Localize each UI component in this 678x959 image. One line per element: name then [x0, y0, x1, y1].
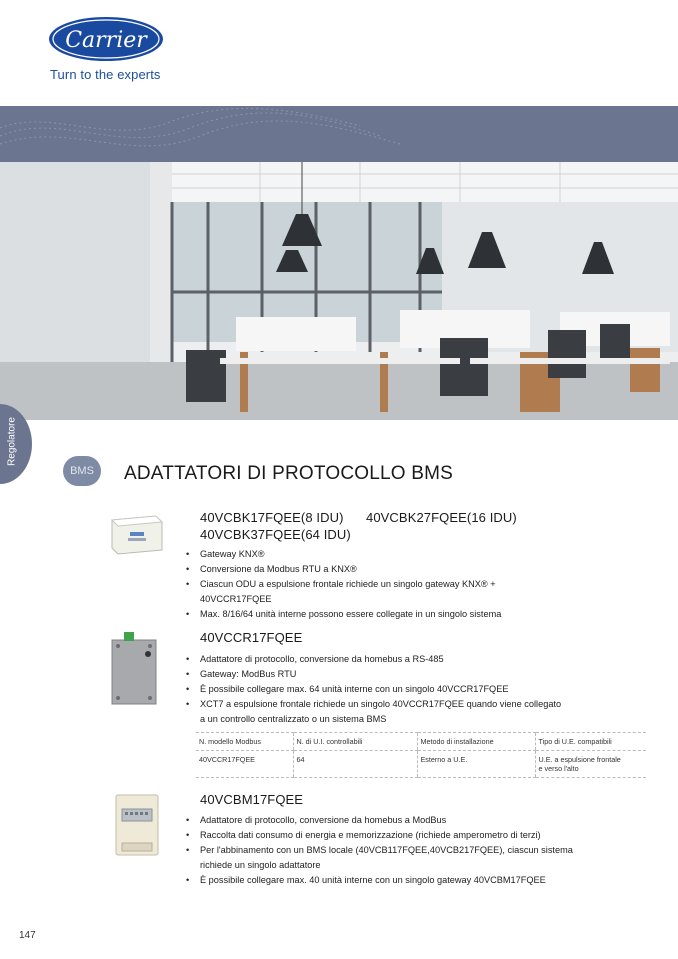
feature-item-continuation	[186, 712, 561, 727]
knx-gateway-image	[108, 514, 164, 556]
col-header: Tipo di U.E. compatibili	[535, 733, 646, 751]
table-cell: Esterno a U.E.	[417, 751, 535, 778]
table-cell	[535, 751, 646, 778]
product-3-features	[186, 813, 573, 888]
header-banner	[0, 106, 678, 162]
carrier-logo	[48, 16, 164, 62]
cell-line: e verso l'alto	[538, 764, 579, 773]
feature-item: • È possibile collegare max. 40 unità interne con un singolo gateway 40VCBM17FQEE	[186, 873, 573, 888]
product-1-features	[186, 547, 501, 622]
model-40vcbk17: 40VCBK17FQEE(8 IDU)	[200, 510, 344, 525]
table-cell: 64	[293, 751, 417, 778]
section-title: ADATTATORI DI PROTOCOLLO BMS	[124, 463, 453, 484]
feature-item: • Raccolta dati consumo di energia e memorizzazione (richiede amperometro di terzi)	[186, 828, 573, 843]
feature-item: • Max. 8/16/64 unità interne possono essere collegate in un singolo sistema	[186, 607, 501, 622]
feature-text: 40VCCR17FQEE	[200, 594, 272, 604]
feature-item: • Gateway KNX®	[186, 547, 501, 562]
page-number: 147	[19, 930, 36, 941]
table-row	[196, 751, 646, 778]
feature-item: • Gateway: ModBus RTU	[186, 667, 561, 682]
logo-text: Carrier	[65, 28, 147, 53]
tagline: Turn to the experts	[50, 67, 161, 82]
feature-item: • Conversione da Modbus RTU a KNX®	[186, 562, 501, 577]
product-2-features	[186, 652, 561, 727]
spec-table	[196, 732, 646, 778]
col-header: N. modello Modbus	[196, 733, 293, 751]
feature-text: a un controllo centralizzato o un sistema BMS	[200, 714, 387, 724]
office-photo	[0, 162, 678, 420]
feature-item: • Adattatore di protocollo, conversione da homebus a RS-485	[186, 652, 561, 667]
table-cell: 40VCCR17FQEE	[196, 751, 293, 778]
feature-item: • Adattatore di protocollo, conversione da homebus a ModBus	[186, 813, 573, 828]
feature-item-continuation	[186, 592, 501, 607]
bms-badge: BMS	[63, 456, 101, 486]
col-header: N. di U.I. controllabili	[293, 733, 417, 751]
cell-line: U.E. a espulsione frontale	[538, 755, 621, 764]
table-header-row	[196, 733, 646, 751]
model-40vcbk27: 40VCBK27FQEE(16 IDU)	[366, 510, 517, 525]
feature-item: • Per l'abbinamento con un BMS locale (40VCB117FQEE,40VCB217FQEE), ciascun sistema	[186, 843, 573, 858]
feature-item-continuation	[186, 858, 573, 873]
model-40vccr17: 40VCCR17FQEE	[200, 630, 303, 645]
col-header: Metodo di installazione	[417, 733, 535, 751]
feature-item: • È possibile collegare max. 64 unità interne con un singolo 40VCCR17FQEE	[186, 682, 561, 697]
feature-text: richiede un singolo adattatore	[200, 860, 321, 870]
side-tab-label: Regolatore	[6, 417, 18, 466]
model-40vcbk37: 40VCBK37FQEE(64 IDU)	[200, 527, 351, 542]
feature-item: • XCT7 a espulsione frontale richiede un singolo 40VCCR17FQEE quando viene collegato	[186, 697, 561, 712]
modbus-adapter-image	[108, 632, 160, 708]
bms-module-image	[114, 793, 160, 857]
feature-item: • Ciascun ODU a espulsione frontale richiede un singolo gateway KNX® +	[186, 577, 501, 592]
model-40vcbm17: 40VCBM17FQEE	[200, 792, 304, 807]
